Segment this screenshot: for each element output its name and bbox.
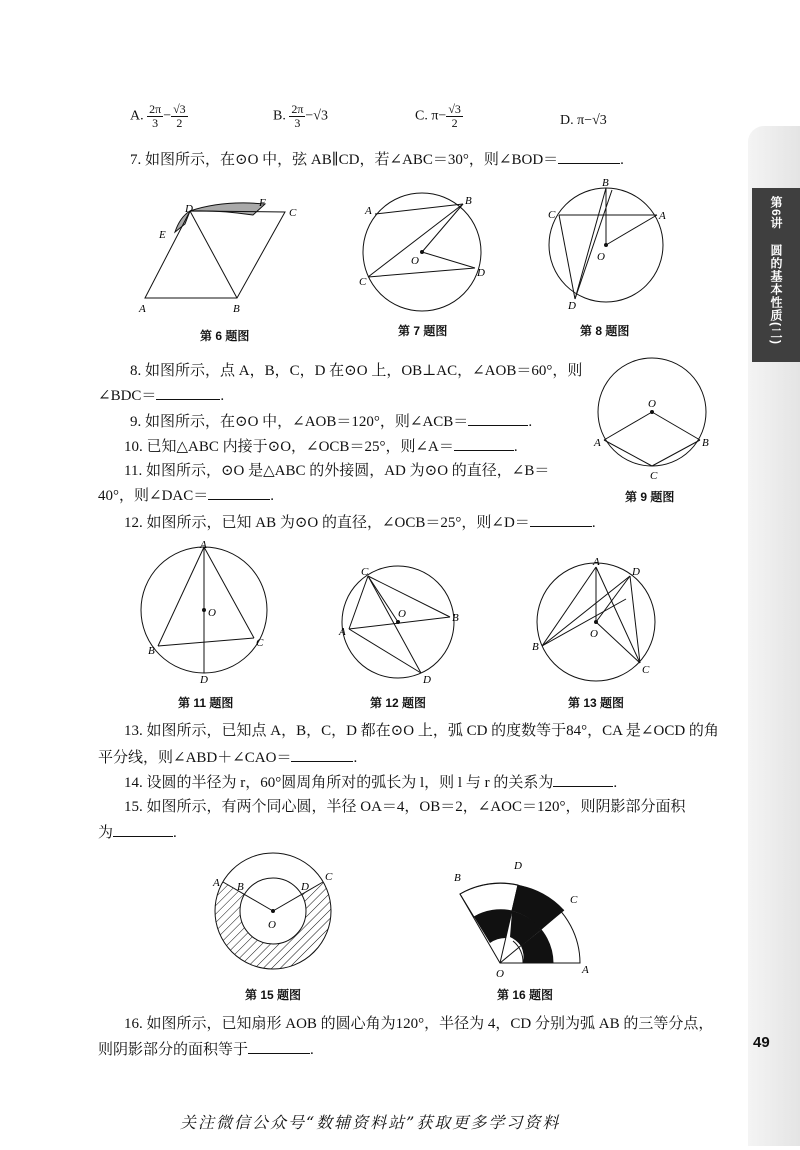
fig16-label-d: D <box>514 860 522 872</box>
fig8-label-a: A <box>659 210 666 222</box>
fig11-label-d: D <box>200 674 208 683</box>
fig6-label-f: F <box>259 197 266 209</box>
period: . <box>620 152 624 168</box>
lecture-label: 第6讲 <box>769 196 783 230</box>
option-a-num1: 2π <box>149 102 162 116</box>
fig7-label-a: A <box>365 205 372 217</box>
answer-blank <box>468 411 528 426</box>
option-d <box>560 113 607 129</box>
fig6-label-a: A <box>139 303 146 315</box>
answer-blank <box>553 772 613 787</box>
caption-fig11: 第 11 题图 <box>178 696 234 710</box>
question-16-cont <box>98 1039 314 1060</box>
fig7-label-d: D <box>477 267 485 279</box>
question-12-text: 12. 如图所示，已知 AB 为⊙O 的直径，∠OCB＝25°，则∠D＝ <box>124 515 530 531</box>
question-10-text: 10. 已知△ABC 内接于⊙O，∠OCB＝25°，则∠A＝ <box>124 439 454 455</box>
fig7-label-o: O <box>411 255 419 267</box>
period: . <box>353 750 358 766</box>
option-c <box>415 103 463 130</box>
fig9-label-b: B <box>702 437 709 449</box>
option-b-tail: −√3 <box>305 108 328 124</box>
question-11: 11. 如图所示，⊙O 是△ABC 的外接圆，AD 为⊙O 的直径，∠B＝ <box>124 463 550 479</box>
fig12-label-c: C <box>361 566 369 578</box>
period: . <box>591 515 596 531</box>
fig8-label-d: D <box>568 300 576 312</box>
answer-blank <box>208 485 270 500</box>
period: . <box>310 1042 314 1058</box>
question-8-cont-text: ∠BDC＝ <box>98 388 157 404</box>
question-15-cont <box>98 822 177 843</box>
option-c-letter: C. <box>415 108 428 124</box>
fig15-label-c: C <box>325 871 333 883</box>
fig7-label-c: C <box>359 276 367 288</box>
option-a: A. $\frac{2\pi}{3}$ − $\frac{√3}{2}$ <box>130 102 186 130</box>
period: . <box>513 439 518 455</box>
fig12-label-a: A <box>339 626 346 638</box>
question-9-text: 9. 如图所示，在⊙O 中，∠AOB＝120°，则∠ACB＝ <box>130 414 469 430</box>
caption-fig6: 第 6 题图 <box>200 329 250 343</box>
question-10 <box>124 436 518 457</box>
fig13-label-b: B <box>532 641 539 653</box>
footer-watermark: 关注微信公众号“数辅资料站”获取更多学习资料 <box>180 1113 561 1132</box>
fig13-label-d: D <box>632 566 640 578</box>
answer-blank <box>248 1039 310 1054</box>
fig13-label-o: O <box>590 628 598 640</box>
caption-fig13: 第 13 题图 <box>568 696 625 710</box>
option-b-num1: 2π <box>291 102 304 116</box>
fig6-label-e: E <box>159 229 166 241</box>
fig12-label-b: B <box>452 612 459 624</box>
question-14 <box>124 772 617 793</box>
figure-12 <box>335 563 465 688</box>
caption-fig12: 第 12 题图 <box>370 696 427 710</box>
figure-13 <box>530 555 670 690</box>
option-a-den1: 3 <box>152 116 159 130</box>
figure-15 <box>205 848 345 978</box>
question-13-cont <box>98 747 357 768</box>
fig8-label-b: B <box>602 178 609 189</box>
fig12-label-o: O <box>398 608 406 620</box>
option-b-letter: B. <box>273 108 286 124</box>
fig6-label-b: B <box>233 303 240 315</box>
fig6-label-d: D <box>185 203 193 215</box>
fig12-label-d: D <box>423 674 431 686</box>
caption-fig9: 第 9 题图 <box>625 490 675 504</box>
fig15-label-d: D <box>301 881 309 893</box>
figure-6 <box>135 192 315 317</box>
option-d-text: π−√3 <box>577 113 607 128</box>
option-a-letter: A. <box>130 108 144 124</box>
question-15-cont-text: 为 <box>98 825 114 841</box>
question-13: 13. 如图所示，已知点 A，B，C，D 都在⊙O 上，弧 CD 的度数等于84°，CA 是∠OCD 的角 <box>124 723 719 739</box>
fig9-label-c: C <box>650 470 658 482</box>
chapter-band <box>752 188 800 362</box>
figure-7 <box>355 190 495 315</box>
figure-11 <box>140 538 280 683</box>
period: . <box>270 488 274 504</box>
fig16-label-b: B <box>454 872 461 884</box>
fig13-label-a: A <box>593 556 600 568</box>
question-14-text: 14. 设圆的半径为 r，60°圆周角所对的弧长为 l，则 l 与 r 的关系为 <box>124 775 554 791</box>
question-8: 8. 如图所示，点 A，B，C，D 在⊙O 上，OB⊥AC，∠AOB＝60°，则 <box>130 363 583 379</box>
fig11-label-b: B <box>148 645 155 657</box>
question-16-cont-text: 则阴影部分的面积等于 <box>98 1042 249 1058</box>
option-c-num2: √3 <box>448 102 461 116</box>
period: . <box>173 825 177 841</box>
answer-blank <box>558 149 620 164</box>
fig9-label-o: O <box>648 398 656 410</box>
question-7 <box>130 149 624 170</box>
fig8-label-c: C <box>548 209 556 221</box>
option-b-den1: 3 <box>294 116 301 130</box>
fig16-label-c: C <box>570 894 578 906</box>
caption-fig16: 第 16 题图 <box>497 988 554 1002</box>
page-number: 49 <box>753 1034 770 1051</box>
question-11-cont <box>98 485 274 506</box>
period: . <box>220 388 225 404</box>
option-b <box>273 103 328 130</box>
fig15-label-b: B <box>237 881 244 893</box>
option-d-letter: D. <box>560 113 574 128</box>
answer-blank <box>454 436 514 451</box>
chapter-title: 圆的基本性质(二) <box>769 244 783 345</box>
figure-16 <box>450 855 600 980</box>
fig7-label-b: B <box>465 195 472 207</box>
answer-blank <box>530 512 592 527</box>
figure-9 <box>590 352 720 482</box>
question-9 <box>130 411 532 432</box>
figure-8 <box>540 178 680 313</box>
fig16-label-a: A <box>582 964 589 976</box>
fig6-label-c: C <box>289 207 297 219</box>
fig11-label-a: A <box>200 539 207 551</box>
fig11-label-o: O <box>208 607 216 619</box>
fig13-label-c: C <box>642 664 650 676</box>
option-a-num2: √3 <box>173 102 186 116</box>
period: . <box>613 775 618 791</box>
question-16: 16. 如图所示，已知扇形 AOB 的圆心角为120°，半径为 4，CD 分别为弧 AB 的三等分点， <box>124 1016 714 1032</box>
caption-fig8: 第 8 题图 <box>580 324 630 338</box>
option-a-den2: 2 <box>176 116 183 130</box>
question-13-cont-text: 平分线，则∠ABD＋∠CAO＝ <box>98 750 292 766</box>
period: . <box>528 414 533 430</box>
answer-blank <box>156 385 220 400</box>
fig15-label-a: A <box>213 877 220 889</box>
fig11-label-c: C <box>256 637 264 649</box>
fig15-label-o: O <box>268 919 276 931</box>
caption-fig15: 第 15 题图 <box>245 988 302 1002</box>
question-12 <box>124 512 596 533</box>
question-11-cont-text: 40°，则∠DAC＝ <box>98 488 209 504</box>
fig9-label-a: A <box>594 437 601 449</box>
answer-blank <box>113 822 173 837</box>
fig8-label-o: O <box>597 251 605 263</box>
fig16-label-o: O <box>496 968 504 980</box>
question-7-text: 7. 如图所示，在⊙O 中，弦 AB∥CD，若∠ABC＝30°，则∠BOD＝ <box>130 152 559 168</box>
answer-blank <box>291 747 353 762</box>
caption-fig7: 第 7 题图 <box>398 324 448 338</box>
option-c-lead: π− <box>431 108 447 124</box>
question-15: 15. 如图所示，有两个同心圆，半径 OA＝4，OB＝2，∠AOC＝120°，则阴影部分面积 <box>124 799 686 815</box>
option-c-den2: 2 <box>451 116 458 130</box>
question-8-cont <box>98 385 224 406</box>
